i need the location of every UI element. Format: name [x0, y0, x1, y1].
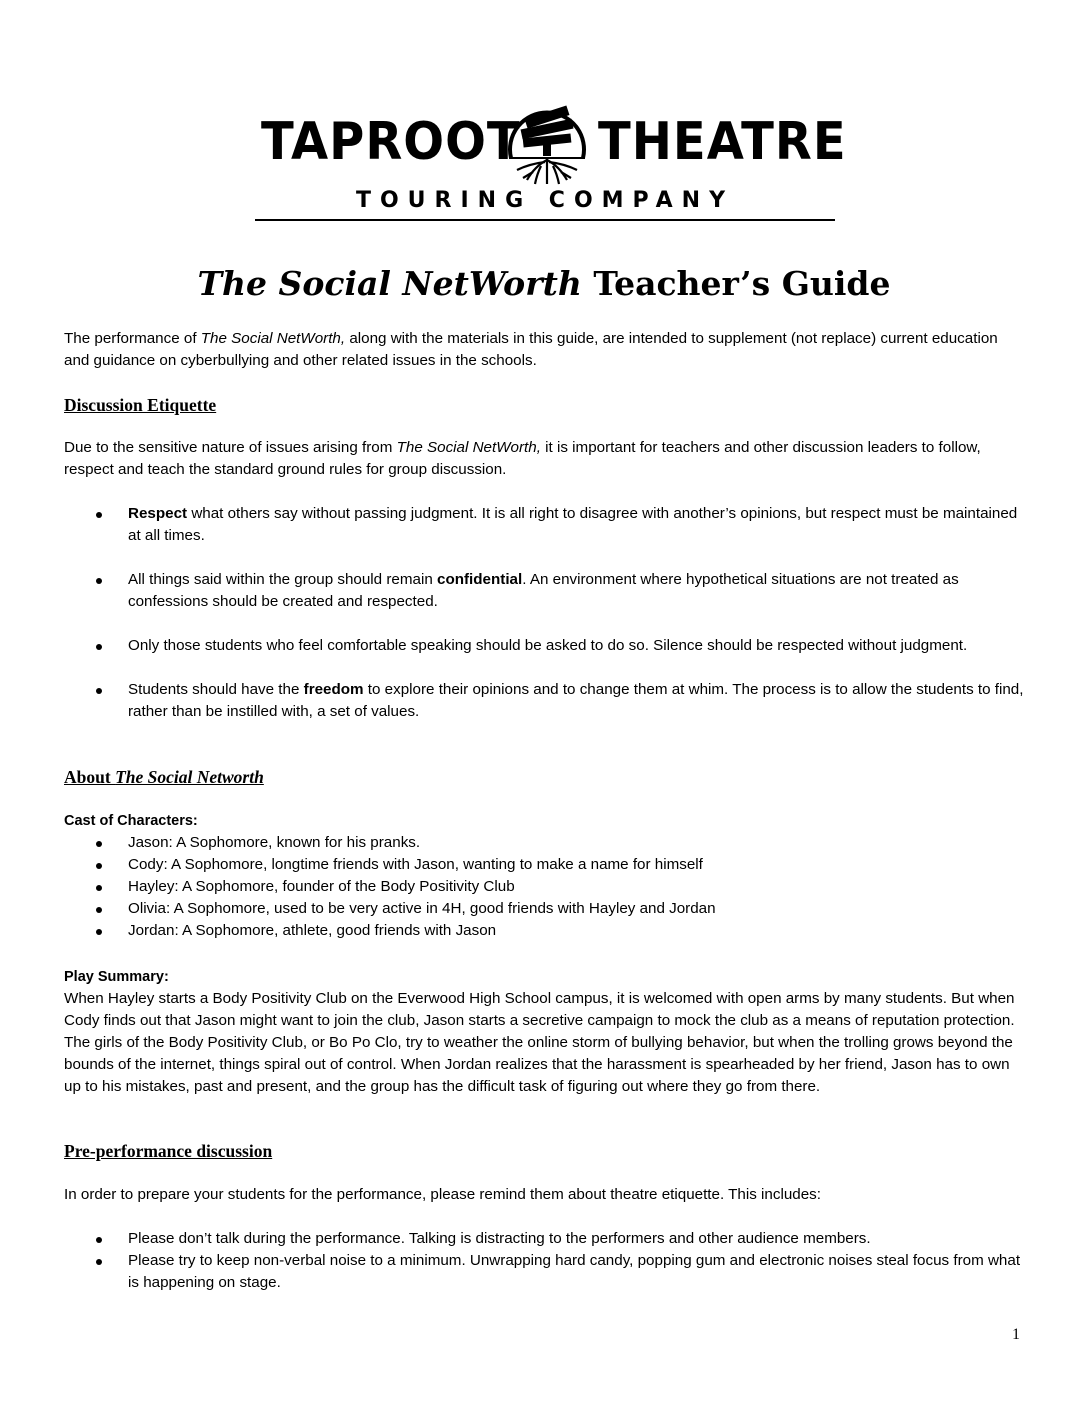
list-item [64, 1228, 1024, 1250]
list-item [64, 1250, 1024, 1294]
bullet-icon [96, 885, 102, 891]
rule-text: Students should have the [128, 681, 304, 698]
list-item [64, 635, 1024, 657]
play-summary-text: When Hayley starts a Body Positivity Club on the Everwood High School campus, it is welcomed with open arms by many students. But when Cody finds out that Jason might want to join the club, Jason starts a secretive campaign to mock the club as a means of reputation protection. The girls of the Body Positivity Club, or Bo Po Clo, try to weather the online storm of bullying behavior, but when the trolling grows beyond the bounds of the internet, things spiral out of control. When Jordan realizes that the harassment is spearheaded by her friend, Jason has to own up to his mistakes, past and present, and the group has the difficult task of figuring out where they go from there. [64, 990, 1015, 1095]
preperformance-intro-text: In order to prepare your students for the performance, please remind them about theatre etiquette. This includes: [64, 1186, 821, 1203]
summary-label: Play Summary: [64, 969, 169, 985]
page-number: 1 [1012, 1326, 1020, 1343]
bullet-icon [96, 841, 102, 847]
taproot-logo [255, 96, 847, 224]
rule-bold: confidential [437, 571, 523, 588]
list-item [64, 832, 1024, 854]
cast-member: Cody: A Sophomore, longtime friends with Jason, wanting to make a name for himself [128, 856, 703, 873]
list-item [64, 569, 1024, 613]
list-item [64, 503, 1024, 547]
etiquette-intro-before: Due to the sensitive nature of issues arising from [64, 439, 397, 456]
title-play-name: The Social NetWorth [197, 264, 582, 303]
cast-member: Jason: A Sophomore, known for his pranks. [128, 834, 421, 851]
logo-subtitle: TOURING COMPANY [355, 188, 735, 213]
logo-underline [255, 219, 835, 221]
bullet-icon [96, 929, 102, 935]
intro-after: along with the materials in this guide, are intended to supplement (not replace) current education and guidance on cyberbullying and other related issues in the schools. [64, 330, 998, 369]
cast-member: Hayley: A Sophomore, founder of the Body Positivity Club [128, 878, 515, 895]
about-heading-play: The Social Networth [115, 767, 264, 787]
list-item [64, 898, 1024, 920]
bullet-icon [96, 863, 102, 869]
heading-about [64, 766, 264, 788]
preperformance-intro [64, 1184, 1024, 1206]
intro-paragraph [64, 328, 1024, 372]
intro-play-name: The Social NetWorth, [200, 330, 346, 347]
etiquette-item: Please try to keep non-verbal noise to a minimum. Unwrapping hard candy, popping gum and electronic noises steal focus from what is happening on stage. [128, 1252, 1021, 1291]
rule-bold: Respect [128, 505, 188, 522]
intro-before: The performance of [64, 330, 201, 347]
etiquette-item: Please don’t talk during the performance. Talking is distracting to the performers and other audience members. [128, 1230, 871, 1247]
list-item [64, 854, 1024, 876]
rule-text: All things said within the group should remain [128, 571, 437, 588]
page-title [0, 264, 1088, 304]
cast-label: Cast of Characters: [64, 813, 198, 829]
cast-list [64, 832, 1024, 942]
rule-text: . An environment where hypothetical situations are not treated as confessions should be created and respected. [128, 571, 959, 610]
etiquette-intro-play: The Social NetWorth, [396, 439, 541, 456]
rule-bold: freedom [303, 681, 364, 698]
logo-word-taproot: TAPROOT [261, 111, 521, 173]
etiquette-intro-after: it is important for teachers and other discussion leaders to follow, respect and teach the standard ground rules for group discussion. [64, 439, 981, 478]
bullet-icon [96, 1259, 102, 1265]
list-item [64, 920, 1024, 942]
rule-text: Only those students who feel comfortable speaking should be asked to do so. Silence should be respected without judgment. [128, 637, 968, 654]
etiquette-rules-list [64, 503, 1024, 723]
bullet-icon [96, 578, 102, 584]
heading-preperformance: Pre-performance discussion [64, 1141, 273, 1161]
logo-word-theatre: THEATRE [598, 111, 847, 173]
tree-icon [505, 96, 589, 188]
rule-text: what others say without passing judgment. It is all right to disagree with another’s opinions, but respect must be maintained at all times. [128, 505, 1018, 544]
heading-discussion-etiquette: Discussion Etiquette [64, 395, 217, 415]
bullet-icon [96, 907, 102, 913]
rule-text: to explore their opinions and to change them at whim. The process is to allow the students to find, rather than be instilled with, a set of values. [128, 681, 1024, 720]
bullet-icon [96, 512, 102, 518]
play-summary [64, 988, 1024, 1098]
list-item [64, 876, 1024, 898]
bullet-icon [96, 688, 102, 694]
etiquette-intro [64, 437, 1024, 481]
cast-member: Olivia: A Sophomore, used to be very active in 4H, good friends with Hayley and Jordan [128, 900, 716, 917]
title-rest: Teacher’s Guide [581, 264, 891, 303]
about-heading-prefix: About [64, 767, 116, 787]
list-item [64, 679, 1024, 723]
bullet-icon [96, 1237, 102, 1243]
cast-member: Jordan: A Sophomore, athlete, good friends with Jason [128, 922, 497, 939]
bullet-icon [96, 644, 102, 650]
preperformance-list [64, 1228, 1024, 1294]
